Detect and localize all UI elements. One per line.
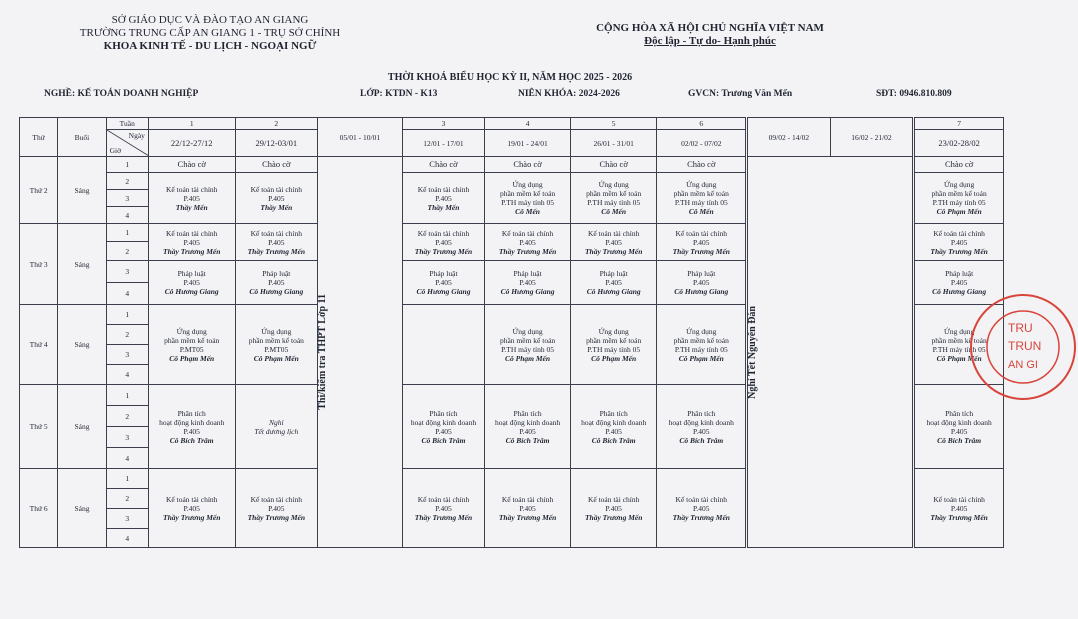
ngay-gio-cell: [106, 130, 148, 157]
day-label: Thứ 5: [20, 385, 58, 469]
col-header-thu: Thứ: [20, 118, 58, 157]
period-number: 1: [106, 305, 148, 325]
class-cell: Ứng dụng phần mềm kế toán P.TH máy tính 05 Cô Phạm Mến: [485, 305, 571, 385]
period-number: 4: [106, 283, 148, 305]
class-cell: Kế toán tài chính P.405 Thầy Trương Mến: [402, 469, 485, 548]
week-2: 2: [235, 118, 318, 130]
class-cell: Ứng dụng phần mềm kế toán P.TH máy tính 05 Cô Mến: [570, 173, 657, 224]
class-cell: Pháp luật P.405 Cô Hương Giang: [915, 261, 1004, 305]
period-number: 4: [106, 448, 148, 469]
class-cell: Kế toán tài chính P.405 Thầy Mến: [402, 173, 485, 224]
date-week-6: 02/02 - 07/02: [657, 130, 746, 157]
header-row-weeks: [20, 118, 1004, 130]
period-number: 1: [106, 469, 148, 489]
class-cell: Kế toán tài chính P.405 Thầy Trương Mến: [915, 469, 1004, 548]
period-number: 1: [106, 157, 148, 173]
class-cell: Phân tích hoạt động kinh doanh P.405 Cô Bích Trâm: [657, 385, 746, 469]
week-6: 6: [657, 118, 746, 130]
class-cell: Ứng dụng phần mềm kế toán P.MT05 Cô Phạm Mến: [235, 305, 318, 385]
session-label: Sáng: [58, 469, 106, 548]
period-number: 4: [106, 365, 148, 385]
session-label: Sáng: [58, 224, 106, 305]
holiday-label: Nghỉ Tết Nguyên Đán: [747, 305, 759, 399]
period-number: 2: [106, 173, 148, 190]
period-number: 2: [106, 325, 148, 345]
exam-label: Thi/kiểm tra THPT Lớp 11: [317, 294, 329, 410]
week-7: 7: [915, 118, 1004, 130]
chao-co-cell: Chào cờ: [485, 157, 571, 173]
day-label: Thứ 6: [20, 469, 58, 548]
date-exam-week: 05/01 - 10/01: [318, 118, 403, 157]
class-cell: Kế toán tài chính P.405 Thầy Trương Mến: [402, 224, 485, 261]
class-cell: Kế toán tài chính P.405 Thầy Mến: [235, 173, 318, 224]
week-3: 3: [402, 118, 485, 130]
chao-co-cell: Chào cờ: [657, 157, 746, 173]
date-week-4: 19/01 - 24/01: [485, 130, 571, 157]
meta-nien-khoa: NIÊN KHÓA: 2024-2026: [518, 89, 620, 99]
meta-sdt: SĐT: 0946.810.809: [876, 89, 952, 99]
class-cell: Ứng dụng phần mềm kế toán P.TH máy tính 05 Cô Mến: [485, 173, 571, 224]
class-cell: Phân tích hoạt động kinh doanh P.405 Cô Bích Trâm: [485, 385, 571, 469]
period-number: 1: [106, 224, 148, 242]
chao-co-cell: Chào cờ: [570, 157, 657, 173]
class-cell: Kế toán tài chính P.405 Thầy Mến: [148, 173, 235, 224]
class-cell: Nghỉ Tết dương lịch: [235, 385, 318, 469]
period-number: 2: [106, 489, 148, 509]
class-cell: Ứng dụng phần mềm kế toán P.TH máy tính 05 Cô Phạm Mến: [915, 173, 1004, 224]
date-holiday-2: 16/02 - 21/02: [830, 118, 913, 157]
day-label: Thứ 3: [20, 224, 58, 305]
meta-lop: LỚP: KTDN - K13: [360, 89, 438, 99]
col-header-tuan: Tuần: [106, 118, 148, 130]
date-week-1: 22/12-27/12: [148, 130, 235, 157]
exam-week-cell: [318, 157, 403, 548]
session-label: Sáng: [58, 385, 106, 469]
class-cell: Kế toán tài chính P.405 Thầy Trương Mến: [570, 224, 657, 261]
class-cell: Ứng dụng phần mềm kế toán P.TH máy tính 05 Cô Phạm Mến: [657, 305, 746, 385]
session-label: Sáng: [58, 305, 106, 385]
holiday-cell: [748, 157, 913, 548]
period-number: 4: [106, 529, 148, 548]
period-number: 2: [106, 242, 148, 261]
header-right: [560, 22, 860, 48]
class-cell: Phân tích hoạt động kinh doanh P.405 Cô Bích Trâm: [570, 385, 657, 469]
school-name: TRƯỜNG TRUNG CẤP AN GIANG 1 - TRỤ SỞ CHÍNH: [79, 27, 341, 39]
period-number: 3: [106, 427, 148, 448]
class-cell: Kế toán tài chính P.405 Thầy Trương Mến: [485, 224, 571, 261]
class-cell: Pháp luật P.405 Cô Hương Giang: [235, 261, 318, 305]
class-cell: Pháp luật P.405 Cô Hương Giang: [570, 261, 657, 305]
header-left: [60, 14, 360, 53]
class-cell: Kế toán tài chính P.405 Thầy Trương Mến: [570, 469, 657, 548]
chao-co-cell: Chào cờ: [235, 157, 318, 173]
class-cell: Ứng dụng phần mềm kế toán P.TH máy tính 05 Cô Mến: [657, 173, 746, 224]
period-number: 3: [106, 345, 148, 365]
week-4: 4: [485, 118, 571, 130]
meta-nghe: NGHỀ: KẾ TOÁN DOANH NGHIỆP: [44, 89, 199, 99]
date-week-2: 29/12-03/01: [235, 130, 318, 157]
period-number: 1: [106, 385, 148, 406]
meta-gvcn: GVCN: Trương Văn Mến: [688, 89, 793, 99]
faculty-name: KHOA KINH TẾ - DU LỊCH - NGOẠI NGỮ: [103, 40, 317, 52]
class-cell: Pháp luật P.405 Cô Hương Giang: [657, 261, 746, 305]
class-cell: Ứng dụng phần mềm kế toán P.MT05 Cô Phạm Mến: [148, 305, 235, 385]
label-gio: Giờ: [109, 146, 122, 155]
class-cell: Kế toán tài chính P.405 Thầy Trương Mến: [485, 469, 571, 548]
day-label: Thứ 2: [20, 157, 58, 224]
national-motto: Độc lập - Tự do- Hạnh phúc: [644, 35, 776, 47]
class-cell: Kế toán tài chính P.405 Thầy Trương Mến: [657, 469, 746, 548]
svg-text:TRUN: TRUN: [1008, 339, 1042, 353]
class-cell: Phân tích hoạt động kinh doanh P.405 Cô Bích Trâm: [915, 385, 1004, 469]
week-1: 1: [148, 118, 235, 130]
svg-text:AN GI: AN GI: [1008, 359, 1038, 371]
class-cell: Phân tích hoạt động kinh doanh P.405 Cô Bích Trâm: [402, 385, 485, 469]
table-row: [20, 157, 1004, 173]
class-cell: Ứng dụng phần mềm kế toán P.TH máy tính 05 Cô Phạm Mến: [915, 305, 1004, 385]
svg-text:TRU: TRU: [1008, 321, 1033, 335]
chao-co-cell: Chào cờ: [402, 157, 485, 173]
class-cell: Kế toán tài chính P.405 Thầy Trương Mến: [915, 224, 1004, 261]
chao-co-cell: Chào cờ: [148, 157, 235, 173]
date-holiday-1: 09/02 - 14/02: [748, 118, 831, 157]
class-cell: Kế toán tài chính P.405 Thầy Trương Mến: [148, 224, 235, 261]
class-cell: Phân tích hoạt động kinh doanh P.405 Cô Bích Trâm: [148, 385, 235, 469]
chao-co-cell: Chào cờ: [915, 157, 1004, 173]
class-cell: Pháp luật P.405 Cô Hương Giang: [402, 261, 485, 305]
national-title: CỘNG HÒA XÃ HỘI CHỦ NGHĨA VIỆT NAM: [596, 22, 824, 34]
period-number: 3: [106, 509, 148, 529]
period-number: 4: [106, 207, 148, 224]
col-header-buoi: Buổi: [58, 118, 106, 157]
period-number: 2: [106, 406, 148, 427]
class-cell: Ứng dụng phần mềm kế toán P.TH máy tính 05 Cô Phạm Mến: [570, 305, 657, 385]
page-title: THỜI KHOÁ BIỂU HỌC KỲ II, NĂM HỌC 2025 - 2026: [387, 72, 633, 83]
class-cell: Kế toán tài chính P.405 Thầy Trương Mến: [235, 224, 318, 261]
period-number: 3: [106, 261, 148, 283]
session-label: Sáng: [58, 157, 106, 224]
timetable: [19, 117, 1004, 548]
school-stamp: [968, 292, 1078, 402]
week-5: 5: [570, 118, 657, 130]
class-cell: Kế toán tài chính P.405 Thầy Trương Mến: [657, 224, 746, 261]
date-week-5: 26/01 - 31/01: [570, 130, 657, 157]
date-week-7: 23/02-28/02: [915, 130, 1004, 157]
class-cell: Kế toán tài chính P.405 Thầy Trương Mến: [235, 469, 318, 548]
class-cell: Pháp luật P.405 Cô Hương Giang: [148, 261, 235, 305]
department-name: SỞ GIÁO DỤC VÀ ĐÀO TẠO AN GIANG: [111, 14, 309, 26]
label-ngay: Ngày: [128, 131, 145, 140]
class-cell: Pháp luật P.405 Cô Hương Giang: [485, 261, 571, 305]
empty-cell: [402, 305, 485, 385]
date-week-3: 12/01 - 17/01: [402, 130, 485, 157]
period-number: 3: [106, 190, 148, 207]
day-label: Thứ 4: [20, 305, 58, 385]
class-cell: Kế toán tài chính P.405 Thầy Trương Mến: [148, 469, 235, 548]
